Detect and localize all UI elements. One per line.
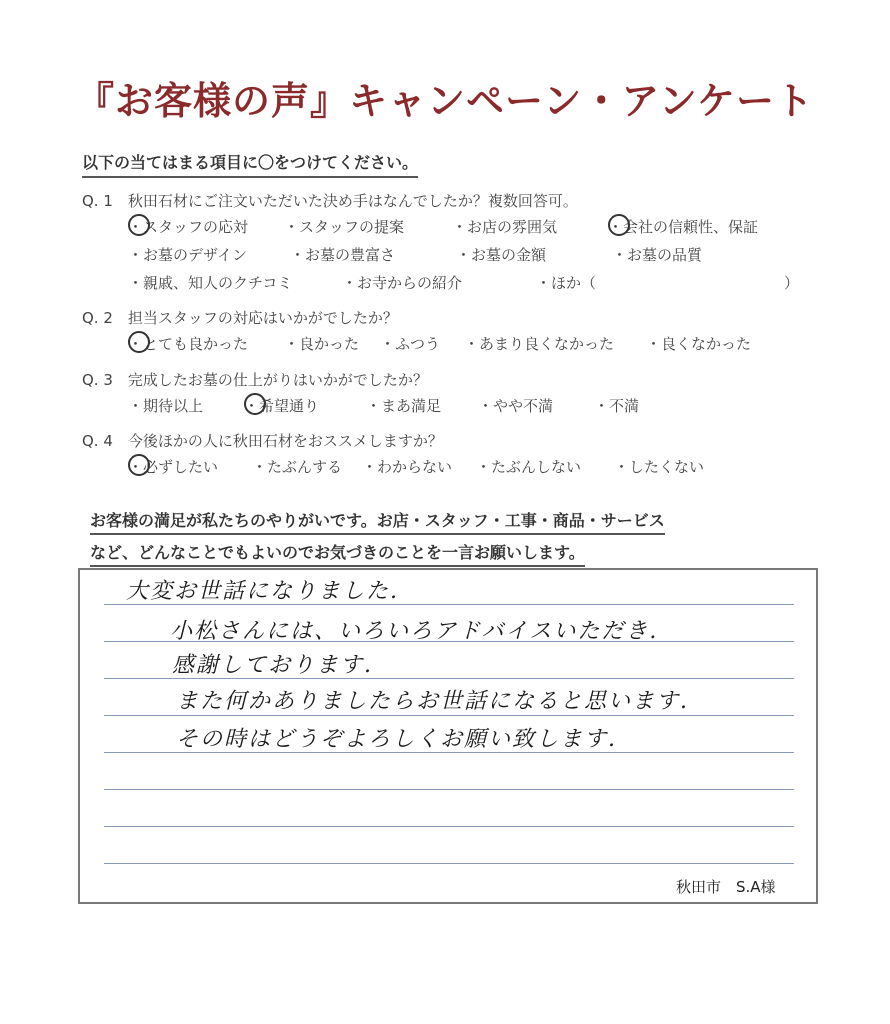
- comment-line-5: その時はどうぞよろしくお願い致します.: [176, 727, 617, 752]
- question-3: Q. 3 完成したお墓の仕上がりはいかがでしたか？: [82, 371, 428, 389]
- ruled-line: [104, 826, 794, 827]
- question-4: Q. 4 今後ほかの人に秋田石材をおススメしますか？: [82, 432, 443, 450]
- comment-line-1: 大変お世話になりました.: [126, 579, 399, 604]
- q4-option-probably[interactable]: ・たぶんする: [252, 458, 343, 476]
- q4-option-probably-not[interactable]: ・たぶんしない: [476, 458, 582, 476]
- q1-option-design[interactable]: ・お墓のデザイン: [128, 246, 247, 264]
- q4-option-definitely-not[interactable]: ・したくない: [614, 458, 705, 476]
- question-1: Q. 1 秋田石材にご注文いただいた決め手はなんでしたか？複数回答可。: [82, 192, 578, 210]
- q3-option-slightly-dissatisfied[interactable]: ・やや不満: [478, 397, 554, 415]
- q1-option-other[interactable]: ・ほか（: [536, 274, 597, 292]
- closing-line-2: など、どんなことでもよいのでお気づきのことを一言お願いします。: [90, 540, 585, 567]
- q1-option-staff-service[interactable]: ・スタッフの応対: [128, 218, 249, 236]
- q1-option-word-of-mouth[interactable]: ・親戚、知人のクチコミ: [128, 274, 293, 292]
- q1-option-temple-referral[interactable]: ・お寺からの紹介: [342, 274, 463, 292]
- q1-option-other-close: ）: [784, 274, 800, 292]
- q1-option-quality[interactable]: ・お墓の品質: [612, 246, 703, 264]
- q1-option-shop-atmosphere[interactable]: ・お店の雰囲気: [452, 218, 558, 236]
- q3-option-beyond-expectations[interactable]: ・期待以上: [128, 397, 204, 415]
- circle-mark-icon: [128, 214, 150, 236]
- q1-option-company-trust[interactable]: ・会社の信頼性、保証: [608, 218, 759, 236]
- ruled-line: [104, 863, 794, 864]
- closing-line-1: お客様の満足が私たちのやりがいです。お店・スタッフ・工事・商品・サービス: [90, 508, 665, 535]
- q1-option-staff-proposal[interactable]: ・スタッフの提案: [284, 218, 405, 236]
- question-2: Q. 2 担当スタッフの対応はいかがでしたか？: [82, 309, 398, 327]
- comment-line-3: 感謝しております.: [172, 653, 373, 678]
- q3-option-mostly-satisfied[interactable]: ・まあ満足: [366, 397, 442, 415]
- circle-mark-icon: [128, 331, 150, 353]
- comment-line-2: 小松さんには、いろいろアドバイスいただき.: [170, 619, 659, 644]
- ruled-line: [104, 789, 794, 790]
- q3-option-as-hoped[interactable]: ・希望通り: [244, 397, 320, 415]
- circle-mark-icon: [608, 214, 630, 236]
- signature: 秋田市 S.A様: [676, 878, 776, 896]
- circle-mark-icon: [128, 454, 150, 476]
- q2-option-bad[interactable]: ・良くなかった: [646, 335, 752, 353]
- q2-option-not-very-good[interactable]: ・あまり良くなかった: [464, 335, 615, 353]
- q3-option-dissatisfied[interactable]: ・不満: [594, 397, 640, 415]
- comment-line-4: また何かありましたらお世話になると思います.: [176, 689, 689, 714]
- q1-option-variety[interactable]: ・お墓の豊富さ: [290, 246, 396, 264]
- page-title: 『お客様の声』キャンペーン・アンケート: [76, 79, 814, 123]
- instruction: 以下の当てはまる項目に〇をつけてください。: [82, 150, 418, 178]
- q4-option-definitely[interactable]: ・必ずしたい: [128, 458, 219, 476]
- q2-option-very-good[interactable]: ・とても良かった: [128, 335, 249, 353]
- q1-option-price[interactable]: ・お墓の金額: [456, 246, 547, 264]
- q2-option-average[interactable]: ・ふつう: [380, 335, 441, 353]
- q4-option-unsure[interactable]: ・わからない: [362, 458, 453, 476]
- ruled-line: [104, 715, 794, 716]
- q2-option-good[interactable]: ・良かった: [284, 335, 360, 353]
- circle-mark-icon: [244, 393, 266, 415]
